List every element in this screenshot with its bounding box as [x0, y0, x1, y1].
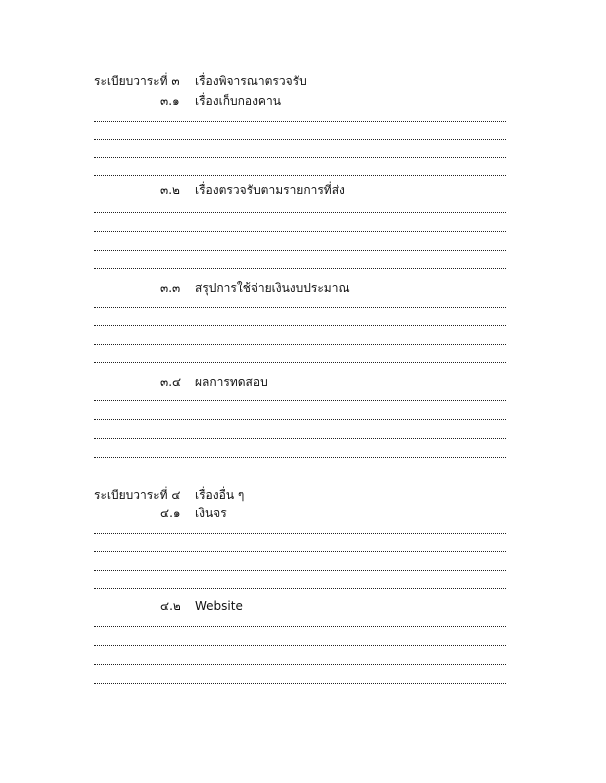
item-4-1-number: ๔.๑: [160, 506, 181, 520]
fill-line: [94, 438, 506, 439]
fill-line: [94, 551, 506, 552]
fill-line: [94, 139, 506, 140]
item-3-4-number: ๓.๔: [160, 375, 182, 389]
agenda-3-title: เรื่องพิจารณาตรวจรับ: [195, 74, 307, 88]
fill-line: [94, 325, 506, 326]
item-3-3-title: สรุปการใช้จ่ายเงินงบประมาณ: [195, 281, 350, 295]
item-4-1-title: เงินจร: [195, 506, 227, 520]
fill-line: [94, 250, 506, 251]
item-3-1-title: เรื่องเก็บกองคาน: [195, 94, 281, 108]
fill-line: [94, 121, 506, 122]
agenda-4-label: ระเบียบวาระที่ ๔: [94, 488, 181, 502]
fill-line: [94, 400, 506, 401]
fill-line: [94, 570, 506, 571]
fill-line: [94, 157, 506, 158]
fill-line: [94, 212, 506, 213]
fill-line: [94, 683, 506, 684]
item-3-3-number: ๓.๓: [160, 281, 181, 295]
fill-line: [94, 626, 506, 627]
fill-line: [94, 231, 506, 232]
item-3-2-number: ๓.๒: [160, 183, 180, 197]
fill-line: [94, 419, 506, 420]
fill-line: [94, 664, 506, 665]
fill-line: [94, 268, 506, 269]
fill-line: [94, 344, 506, 345]
fill-line: [94, 533, 506, 534]
fill-line: [94, 645, 506, 646]
fill-line: [94, 588, 506, 589]
item-3-1-number: ๓.๑: [160, 94, 180, 108]
fill-line: [94, 307, 506, 308]
fill-line: [94, 175, 506, 176]
fill-line: [94, 457, 506, 458]
fill-line: [94, 362, 506, 363]
agenda-3-label: ระเบียบวาระที่ ๓: [94, 74, 180, 88]
agenda-4-title: เรื่องอื่น ๆ: [195, 488, 245, 502]
item-4-2-title: Website: [195, 599, 243, 613]
item-3-4-title: ผลการทดสอบ: [195, 375, 268, 389]
item-4-2-number: ๔.๒: [160, 599, 181, 613]
item-3-2-title: เรื่องตรวจรับตามรายการที่ส่ง: [195, 183, 345, 197]
